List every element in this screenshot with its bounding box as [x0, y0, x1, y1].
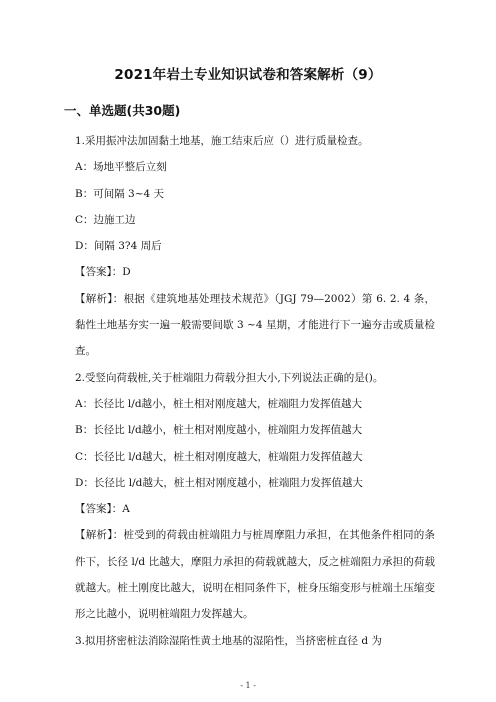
- section-heading: 一、单选题(共30题): [64, 103, 181, 118]
- question-2-text: 2.受竖向荷载桩,关于桩端阻力荷载分担大小,下列说法正确的是()。: [75, 371, 384, 384]
- question-2-analysis: 【解析】：桩受到的荷载由桩端阻力与桩周摩阻力承担，在其他条件相同的条件下，长径 l/d 比越大，摩阻力承担的荷载就越大，反之桩端阻力承担的荷载就越大。桩土刚度比越大，说明在相同条件下，桩身压缩变形与桩端土压缩变形之比越小，说明桩端阻力发挥越大。: [75, 529, 435, 621]
- question-2-option-d: D：长径比 l/d越大，桩土相对刚度越小，桩端阻力发挥值越大: [75, 476, 363, 489]
- question-1-analysis: 【解析】：根据《建筑地基处理技术规范》（JGJ 79—2002）第 6. 2. 4 条，黏性土地基夯实一遍一般需要间歇 3 ~4 星期，才能进行下一遍夯击或质量检查。: [75, 292, 435, 358]
- question-1-option-b: B：可间隔 3~4 天: [75, 187, 165, 200]
- question-1-option-d: D：间隔 3?4 周后: [75, 240, 162, 253]
- question-2-option-a: A：长径比 l/d越小，桩土相对刚度越大，桩端阻力发挥值越大: [75, 397, 363, 410]
- document-title: 2021年岩土专业知识试卷和答案解析（9）: [114, 67, 382, 83]
- question-2-option-b: B：长径比 l/d越小，桩土相对刚度越小，桩端阻力发挥值越大: [75, 424, 363, 437]
- question-2-option-c: C：长径比 l/d越大，桩土相对刚度越大，桩端阻力发挥值越大: [75, 450, 363, 463]
- page-number: - 1 -: [240, 681, 256, 690]
- question-3-text: 3.拟用挤密桩法消除湿陷性黄土地基的湿陷性，当挤密桩直径 d 为: [75, 634, 382, 647]
- document-body: [75, 128, 435, 654]
- question-1-text: 1.采用振冲法加固黏土地基，施工结束后应（）进行质量检查。: [75, 135, 369, 147]
- question-2-answer: 【答案】：A: [75, 503, 130, 516]
- question-1-option-a: A：场地平整后立刻: [75, 161, 167, 174]
- question-1-option-c: C：边施工边: [75, 213, 136, 226]
- question-1-answer: 【答案】：D: [75, 266, 131, 279]
